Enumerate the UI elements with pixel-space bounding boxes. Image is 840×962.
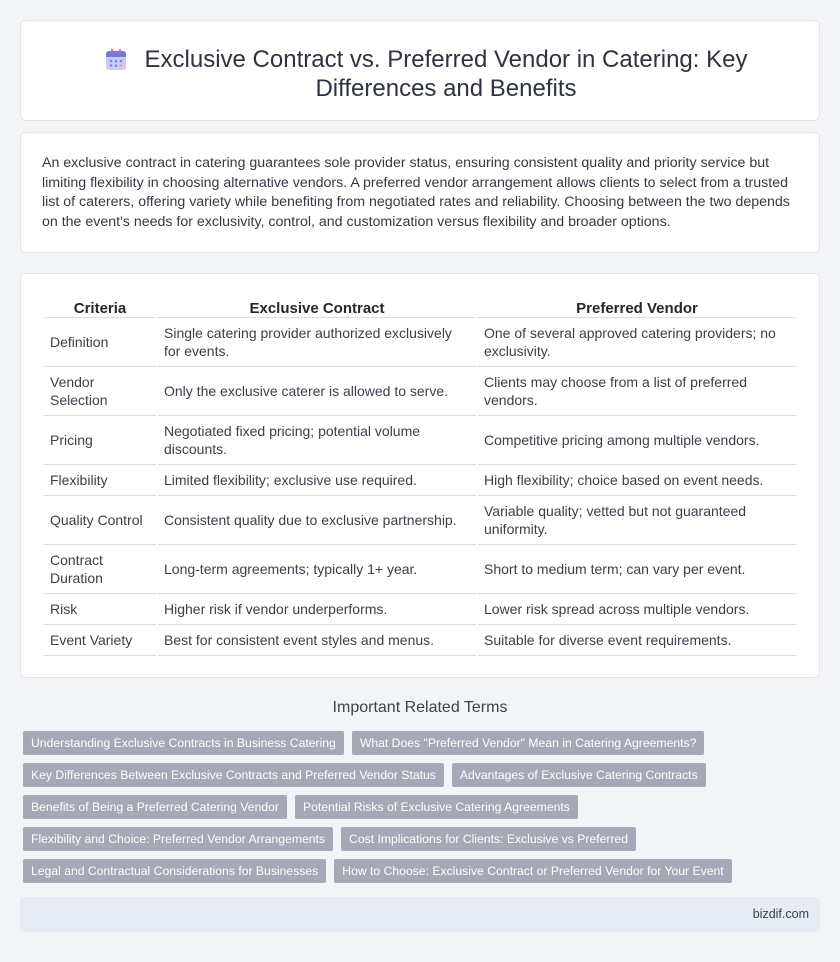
table-cell: Limited flexibility; exclusive use required. bbox=[158, 465, 476, 496]
calendar-icon bbox=[104, 48, 128, 72]
related-term-link[interactable]: Flexibility and Choice: Preferred Vendor Arrangements bbox=[23, 827, 333, 851]
related-term-link[interactable]: Cost Implications for Clients: Exclusive vs Preferred bbox=[341, 827, 636, 851]
related-term-link[interactable]: Key Differences Between Exclusive Contracts and Preferred Vendor Status bbox=[23, 763, 444, 787]
table-cell: Only the exclusive caterer is allowed to serve. bbox=[158, 367, 476, 416]
title-card bbox=[20, 20, 820, 121]
table-row bbox=[44, 367, 796, 416]
table-cell: Long-term agreements; typically 1+ year. bbox=[158, 545, 476, 594]
table-row bbox=[44, 545, 796, 594]
page-title: Exclusive Contract vs. Preferred Vendor in Catering: Key Differences and Benefits bbox=[144, 46, 748, 102]
table-cell: Definition bbox=[44, 318, 156, 367]
tag-row bbox=[23, 763, 823, 787]
related-terms-title: Important Related Terms bbox=[332, 699, 508, 716]
tag-row bbox=[23, 795, 823, 819]
table-cell: Event Variety bbox=[44, 625, 156, 656]
comparison-table bbox=[42, 294, 798, 656]
title-wrap bbox=[21, 45, 819, 103]
table-row bbox=[44, 318, 796, 367]
table-cell: Competitive pricing among multiple vendors. bbox=[478, 416, 796, 465]
table-cell: Consistent quality due to exclusive partnership. bbox=[158, 496, 476, 545]
table-header-row bbox=[44, 294, 796, 318]
tag-row bbox=[23, 731, 823, 755]
table-cell: Flexibility bbox=[44, 465, 156, 496]
table-cell: Quality Control bbox=[44, 496, 156, 545]
table-row bbox=[44, 625, 796, 656]
column-header-preferred: Preferred Vendor bbox=[478, 294, 796, 318]
related-terms-list bbox=[23, 731, 823, 891]
related-term-link[interactable]: Benefits of Being a Preferred Catering Vendor bbox=[23, 795, 287, 819]
intro-card bbox=[20, 132, 820, 253]
table-cell: Vendor Selection bbox=[44, 367, 156, 416]
comparison-card bbox=[20, 273, 820, 678]
related-term-link[interactable]: Advantages of Exclusive Catering Contracts bbox=[452, 763, 706, 787]
table-cell: Higher risk if vendor underperforms. bbox=[158, 594, 476, 625]
table-cell: Single catering provider authorized exclusively for events. bbox=[158, 318, 476, 367]
tag-row bbox=[23, 859, 823, 883]
tag-row bbox=[23, 827, 823, 851]
table-row bbox=[44, 496, 796, 545]
table-cell: Suitable for diverse event requirements. bbox=[478, 625, 796, 656]
table-cell: One of several approved catering providers; no exclusivity. bbox=[478, 318, 796, 367]
table-cell: Contract Duration bbox=[44, 545, 156, 594]
related-term-link[interactable]: Legal and Contractual Considerations for Businesses bbox=[23, 859, 326, 883]
intro-paragraph: An exclusive contract in catering guarantees sole provider status, ensuring consistent quality and priority service but limiting flexibility in choosing alternative vendors. A preferred vendor arrangement allows clients to select from a trusted list of caterers, offering variety while benefiting from negotiated rates and reliability. Choosing between the two depends on the event's needs for exclusivity, control, and customization versus flexibility and broader options. bbox=[42, 155, 790, 230]
footer bbox=[20, 897, 820, 932]
table-cell: Short to medium term; can vary per event. bbox=[478, 545, 796, 594]
table-cell: Negotiated fixed pricing; potential volume discounts. bbox=[158, 416, 476, 465]
table-cell: Clients may choose from a list of preferred vendors. bbox=[478, 367, 796, 416]
related-term-link[interactable]: How to Choose: Exclusive Contract or Preferred Vendor for Your Event bbox=[334, 859, 731, 883]
table-cell: Risk bbox=[44, 594, 156, 625]
table-row bbox=[44, 465, 796, 496]
table-row bbox=[44, 416, 796, 465]
related-term-link[interactable]: Potential Risks of Exclusive Catering Agreements bbox=[295, 795, 578, 819]
table-row bbox=[44, 594, 796, 625]
column-header-criteria: Criteria bbox=[44, 294, 156, 318]
column-header-exclusive: Exclusive Contract bbox=[158, 294, 476, 318]
table-cell: Lower risk spread across multiple vendors. bbox=[478, 594, 796, 625]
table-cell: High flexibility; choice based on event needs. bbox=[478, 465, 796, 496]
related-term-link[interactable]: Understanding Exclusive Contracts in Business Catering bbox=[23, 731, 344, 755]
footer-site-link[interactable]: bizdif.com bbox=[752, 907, 809, 921]
related-term-link[interactable]: What Does "Preferred Vendor" Mean in Catering Agreements? bbox=[352, 731, 705, 755]
table-cell: Variable quality; vetted but not guaranteed uniformity. bbox=[478, 496, 796, 545]
table-cell: Best for consistent event styles and menus. bbox=[158, 625, 476, 656]
table-cell: Pricing bbox=[44, 416, 156, 465]
